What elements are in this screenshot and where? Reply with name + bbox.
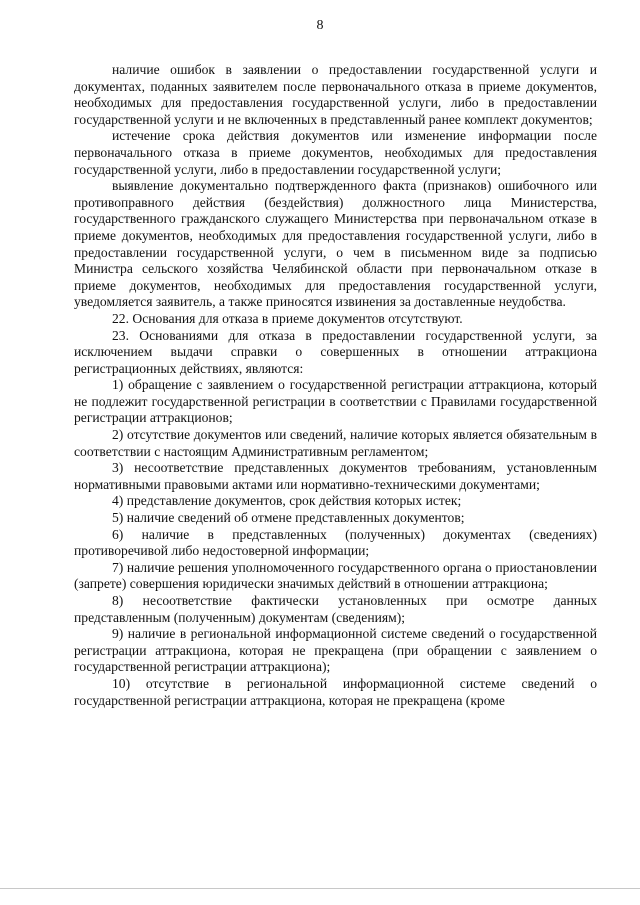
paragraph: 1) обращение с заявлением о государственной регистрации аттракциона, который не подлежит государственной регистрации в соответствии с Правилами государственной регистрации аттракционов; <box>74 377 597 426</box>
paragraph: 23. Основаниями для отказа в предоставлении государственной услуги, за исключением выдачи справки о совершенных в отношении аттракциона регистрационных действиях, являются: <box>74 327 597 376</box>
document-body <box>74 62 597 709</box>
paragraph: 10) отсутствие в региональной информационной системе сведений о государственной регистрации аттракциона, которая не прекращена (кроме <box>74 675 597 708</box>
paragraph: 8) несоответствие фактически установленных при осмотре данных представленным (полученным) документам (сведениям); <box>74 593 597 625</box>
paragraph: выявление документально подтвержденного факта (признаков) ошибочного или противоправного действия (бездействия) должностного лица Министерства, государственного гражданского служащего Министерства при первоначальном отказе в приеме документов, необходимых для предоставления государственной услуги, либо в предоставлении государственной услуги, о чем в письменном виде за подписью Министра сельского хозяйства Челябинской области при первоначальном отказе в приеме документов, необходимых для предоставления государственной услуги, уведомляется заявитель, а также приносятся извинения за доставленные неудобства. <box>74 178 597 310</box>
paragraph: истечение срока действия документов или изменение информации после первоначального отказа в приеме документов, необходимых для предоставления государственной услуги, либо в предоставлении государственной услуги; <box>74 128 597 177</box>
paragraph: 7) наличие решения уполномоченного государственного органа о приостановлении (запрете) совершения юридически значимых действий в отношении аттракциона; <box>74 559 597 592</box>
paragraph: 3) несоответствие представленных документов требованиям, установленным нормативными правовыми актами или нормативно-техническими документами; <box>74 460 597 492</box>
paragraph: 5) наличие сведений об отмене представленных документов; <box>112 510 465 526</box>
paragraph: 6) наличие в представленных (полученных) документах (сведениях) противоречивой либо недостоверной информации; <box>74 526 597 559</box>
paragraph: 4) представление документов, срок действия которых истек; <box>112 493 462 509</box>
paragraph: 22. Основания для отказа в приеме документов отсутствуют. <box>112 310 463 326</box>
paragraph: 9) наличие в региональной информационной системе сведений о государственной регистрации аттракциона, которая не прекращена (при обращении с заявлением о государственной регистрации аттракциона); <box>74 626 597 675</box>
paragraph: наличие ошибок в заявлении о предоставлении государственной услуги и документах, поданных заявителем после первоначального отказа в приеме документов, необходимых для предоставления государственной услуги, либо в предоставлении государственной услуги и не включенных в представленный ранее комплект документов; <box>74 62 597 127</box>
page-number: 8 <box>316 18 324 33</box>
paragraph: 2) отсутствие документов или сведений, наличие которых является обязательным в соответствии с настоящим Административным регламентом; <box>74 427 597 459</box>
bottom-divider <box>0 888 640 889</box>
